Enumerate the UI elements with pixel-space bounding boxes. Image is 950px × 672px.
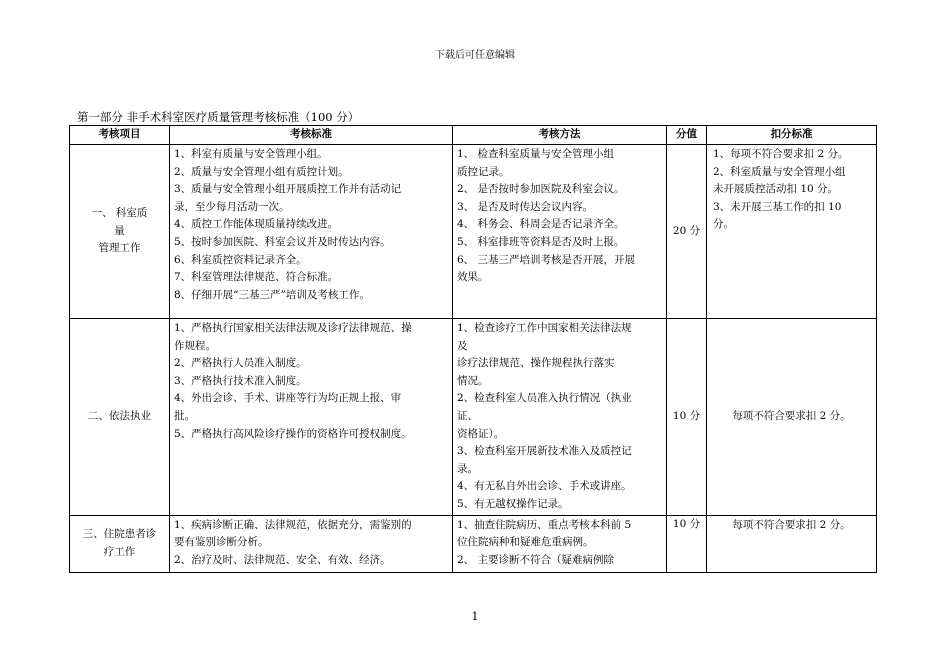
row-standards-line: 1、疾病诊断正确、法律规范，依据充分，需鉴别的 [174,518,412,531]
row-methods-line: 3、检查科室开展新技术准入及质控记 [457,445,632,458]
row-standards-line: 5、按时参加医院、科室会议并及时传达内容。 [174,235,391,248]
row-standards-line: 3、质量与安全管理小组开展质控工作并有活动记 [174,183,402,196]
row-methods-line: 诊疗法律规范、操作规程执行落实 [457,357,615,370]
row-standards-line: 作规程。 [174,339,216,352]
header-note: 下载后可任意编辑 [435,50,515,61]
row-methods-line: 资格证）。 [457,427,505,440]
row-methods-line: 情况。 [457,374,489,387]
row-standards-line: 5、严格执行高风险诊疗操作的资格许可授权制度。 [174,427,412,440]
row-standards-line: 4、外出会诊、手术、讲座等行为均正规上报、审 [174,392,402,405]
row-deduction [707,319,877,516]
row-standards-line: 4、质控工作能体现质量持续改进。 [174,218,339,231]
row-methods-line: 1、 检查科室质量与安全管理小组 [457,148,615,160]
table-row [70,515,877,572]
row-item-line: 疗工作 [103,545,136,558]
row-standards-line: 7、科室管理法律规范、符合标准。 [174,271,339,284]
header-standard: 考核标准 [170,126,453,145]
row-item [70,515,170,572]
row-score: 10 分 [667,319,707,516]
table-row [70,319,877,516]
row-methods-line: 证、 [457,409,478,422]
header-deduction: 扣分标准 [707,126,877,145]
row-methods-line: 及 [457,339,468,352]
row-score: 10 分 [667,515,707,572]
row-item-line: 管理工作 [98,242,141,255]
row-standards-line: 录，至少每月活动一次。 [174,200,290,213]
row-standards-line: 批。 [174,409,195,422]
table-header-row [70,126,877,145]
row-methods-line: 3、 是否及时传达会议内容。 [457,200,594,213]
row-deduction-line: 未开展质控活动扣 10 分。 [713,183,839,196]
row-standards-line: 1、严格执行国家相关法律法规及诊疗法律规范、操 [174,322,412,334]
section-title: 第一部分 非手术科室医疗质量管理考核标准（100 分） [77,110,360,124]
row-methods-line: 5、有无越权操作记录。 [457,497,569,510]
row-score: 20 分 [667,145,707,319]
row-deduction-line: 2、科室质量与安全管理小组 [713,165,846,178]
row-methods-line: 1、检查诊疗工作中国家相关法律法规 [457,322,632,334]
header-item: 考核项目 [70,126,170,145]
row-methods-line: 2、 主要诊断不符合（疑难病例除 [457,553,615,566]
row-methods-line: 2、 是否按时参加医院及科室会议。 [457,183,625,196]
row-item-line: 三、住院患者诊 [82,527,157,540]
row-methods-line: 录。 [457,462,478,475]
row-methods-line: 位住院病种和疑难危重病例。 [457,536,594,549]
row-methods [453,145,667,319]
row-methods-line: 4、 科务会、科周会是否记录齐全。 [457,218,625,231]
row-standards-line: 2、严格执行人员准入制度。 [174,357,307,370]
row-deduction [707,515,877,572]
row-deduction-line: 每项不符合要求扣 2 分。 [732,409,851,422]
table-row [70,145,877,319]
assessment-table [69,125,877,573]
row-item-line: 二、依法执业 [88,409,151,422]
row-methods-line: 6、 三基三严培训考核是否开展，开展 [457,253,636,266]
row-methods [453,319,667,516]
row-methods-line: 质控记录。 [457,165,510,178]
row-standards-line: 1、科室有质量与安全管理小组。 [174,148,328,160]
row-standards [170,319,453,516]
row-methods-line: 2、检查科室人员准入执行情况（执业 [457,392,632,405]
row-standards-line: 2、治疗及时、法律规范、安全、有效、经济。 [174,553,391,566]
row-standards [170,515,453,572]
row-methods-line: 效果。 [457,271,489,284]
row-methods [453,515,667,572]
row-item-line: 一、 科室质 [91,207,148,220]
page-number: 1 [471,610,479,623]
row-standards-line: 要有鉴别诊断分析。 [174,536,269,549]
row-deduction [707,145,877,319]
header-score: 分值 [667,126,707,145]
row-deduction-line: 分。 [713,218,734,231]
row-standards-line: 6、科室质控资料记录齐全。 [174,253,307,266]
row-methods-line: 1、抽查住院病历、重点考核本科前 5 [457,518,632,531]
row-item [70,145,170,319]
row-standards-line: 8、仔细开展“三基三严”培训及考核工作。 [174,288,370,301]
row-standards-line: 3、严格执行技术准入制度。 [174,374,307,387]
row-methods-line: 4、有无私自外出会诊、手术或讲座。 [457,480,632,493]
row-deduction-line: 3、未开展三基工作的扣 10 [713,200,842,213]
row-deduction-line: 1、每项不符合要求扣 2 分。 [713,148,849,160]
header-method: 考核方法 [453,126,667,145]
row-standards [170,145,453,319]
row-standards-line: 2、质量与安全管理小组有质控计划。 [174,165,349,178]
row-methods-line: 5、 科室排班等资料是否及时上报。 [457,235,625,248]
row-item-line: 量 [114,224,125,237]
row-deduction-line: 每项不符合要求扣 2 分。 [732,518,851,531]
row-item [70,319,170,516]
